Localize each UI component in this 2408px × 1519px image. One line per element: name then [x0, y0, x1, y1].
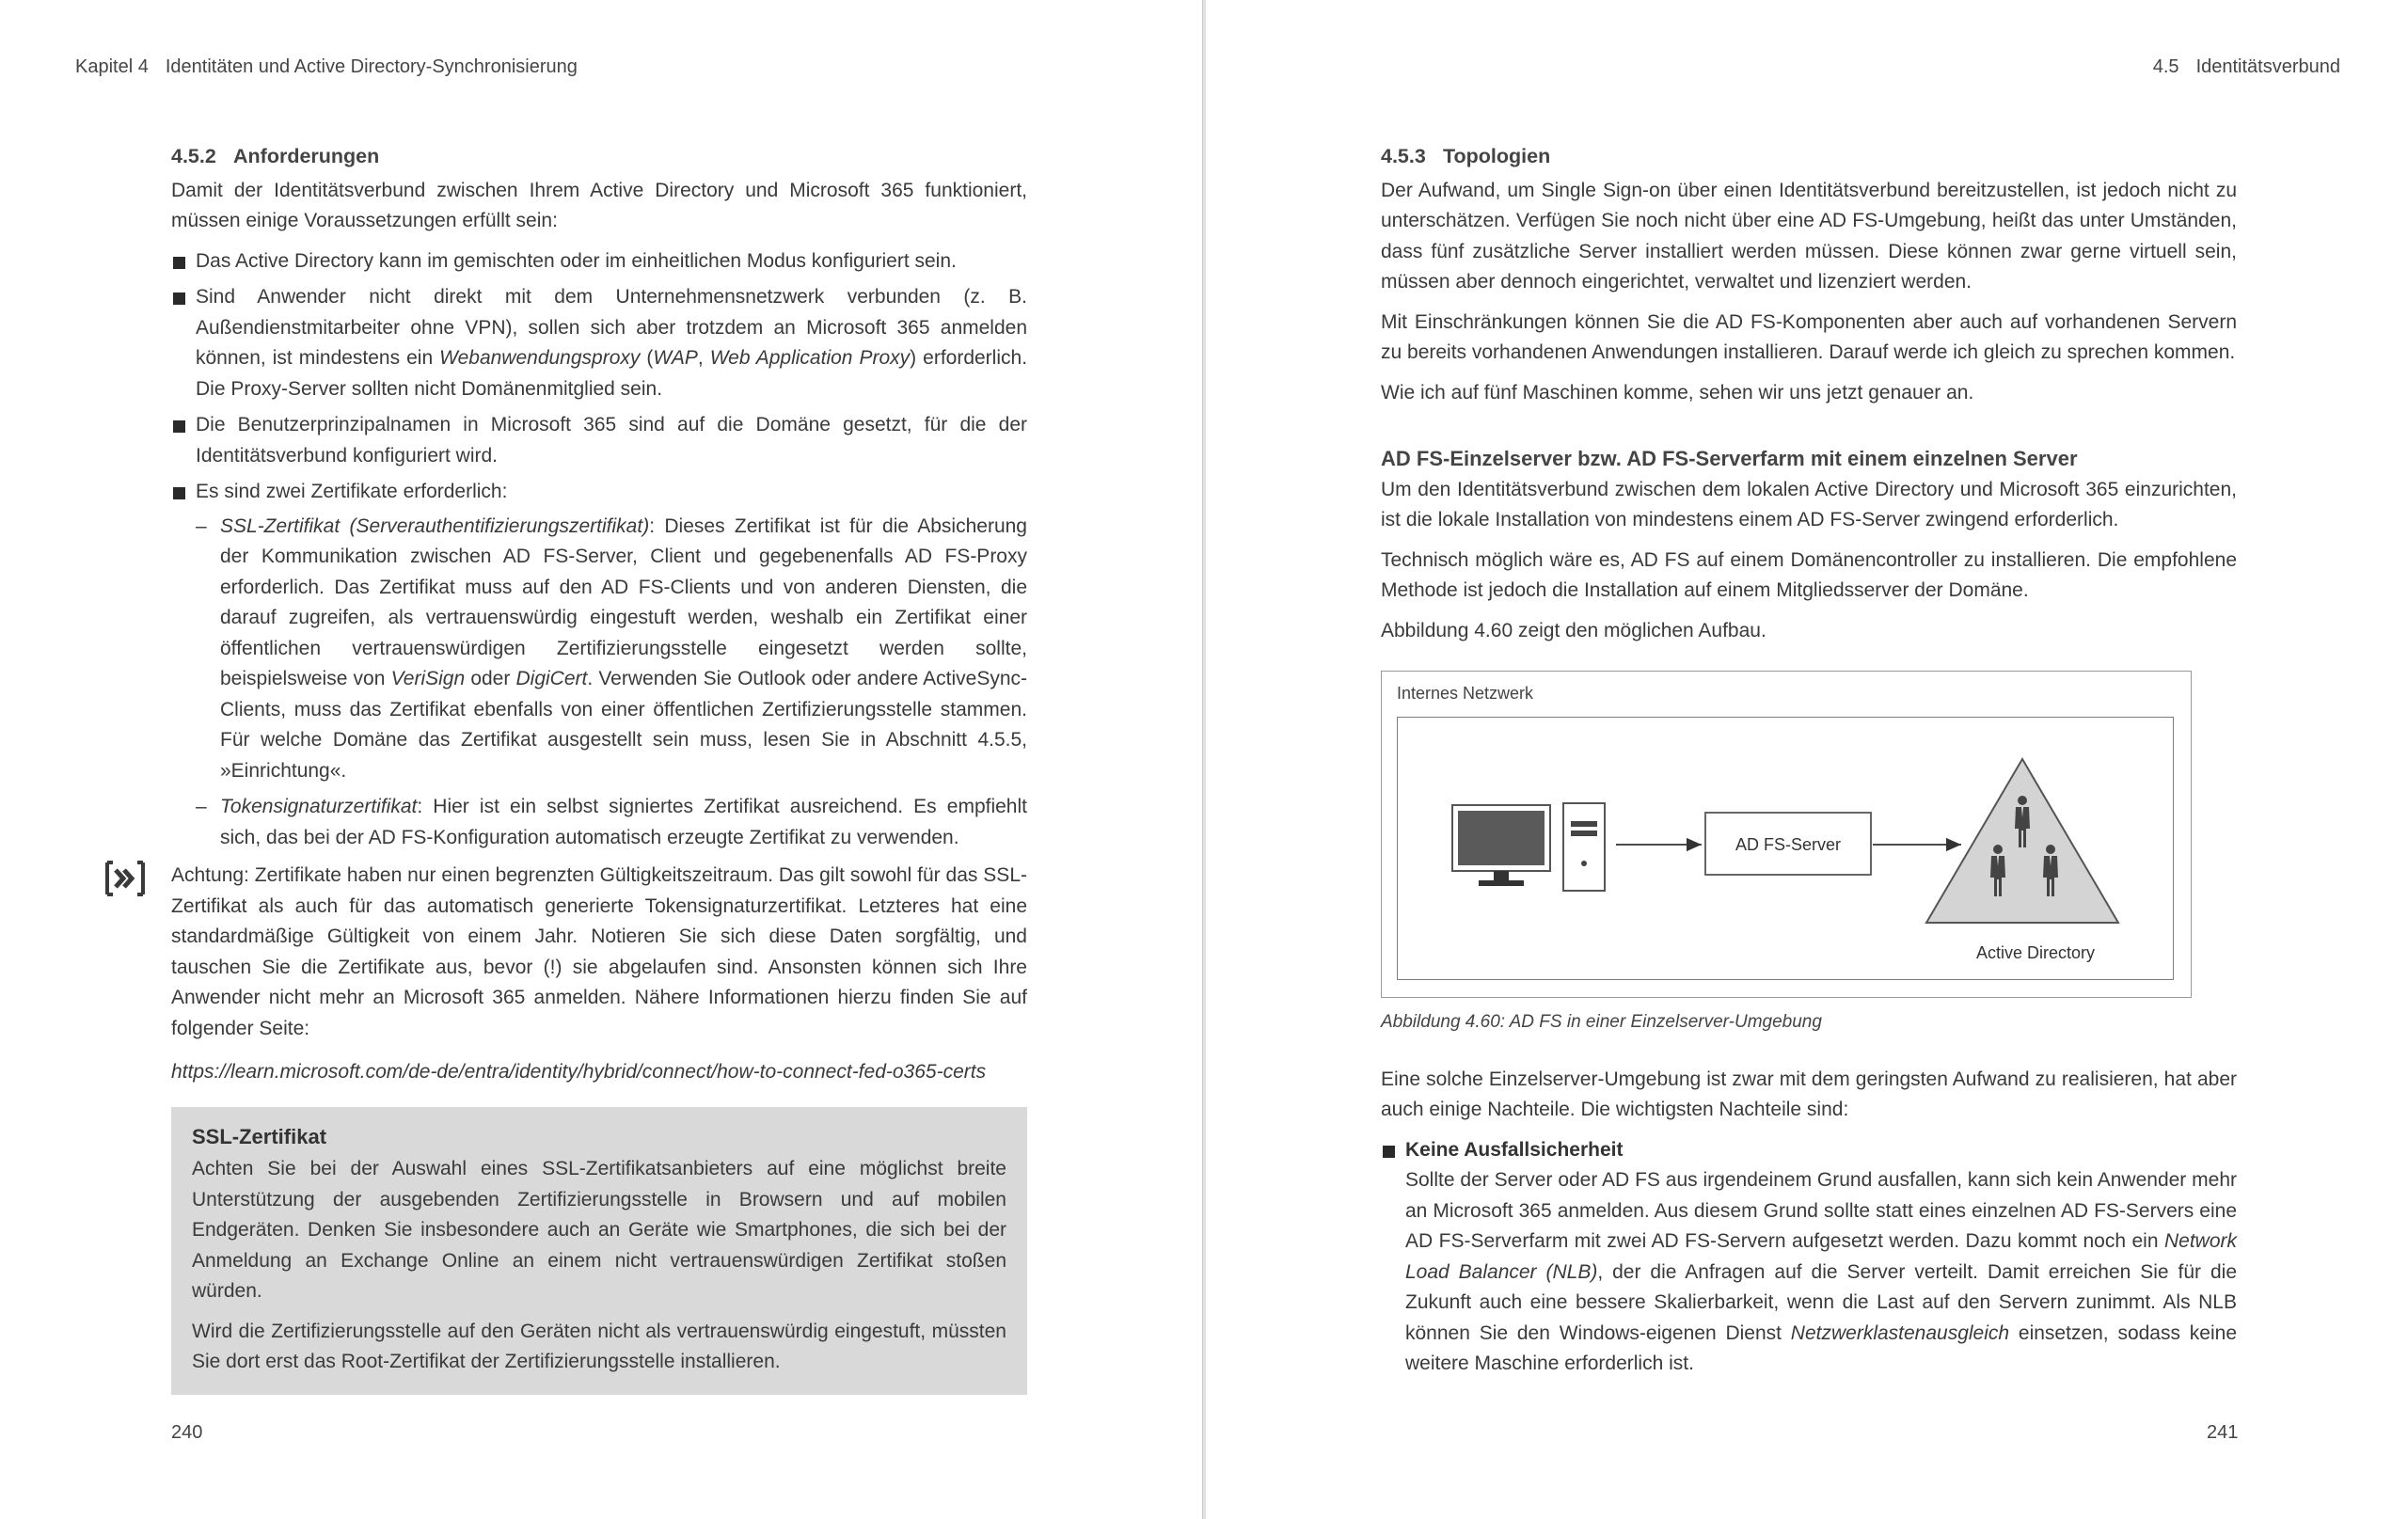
- warning-text: Achtung: Zertifikate haben nur einen begrenzten Gültigkeitszeitraum. Das gilt sowohl für das SSL-Zertifikat als auch für das automatisch generierte Tokensignaturzertifikat. Letzteres hat eine standardmäßige Gültigkeit von einem Jahr. Notieren Sie sich diese Daten sorgfältig, und tauschen Sie die Zertifikate aus, bevor (!) sie abgelaufen sind. Ansonsten können sich Ihre Anwender nicht mehr an Microsoft 365 anmelden. Nähere Informationen hierzu finden Sie auf folgender Seite:: [171, 864, 1027, 1039]
- box-paragraph: Achten Sie bei der Auswahl eines SSL-Zertifikatsanbieters auf eine möglichst breite Unterstützung der ausgebenden Zertifizierungsstelle in Browsern und auf mobilen Endgeräten. Denken Sie insbesondere auch an Geräte wie Smartphones, die sich bei der Anmeldung an Exchange Online an einem nicht vertrauenswürdigen Zertifikat stoßen würden.: [192, 1158, 1006, 1302]
- paragraph: Um den Identitätsverbund zwischen dem lokalen Active Directory und Microsoft 365 einzurichten, ist die lokale Installation von mindestens einem AD FS-Server zwingend erforderlich.: [1381, 478, 2237, 530]
- list-item: Es sind zwei Zertifikate erforderlich: – SSL-Zertifikat (Serverauthentifizierungszertifikat): Dieses Zertifikat ist für die Absicherung der Kommunikation zwischen AD FS-Server, Client und gegebenenfalls AD FS-Proxy erforderlich. Das Zertifikat muss auf den AD FS-Clients und von anderen Diensten, die darauf zugreifen, als vertrauenswürdig eingestuft werden, weshalb ein Zertifikat einer öffentlichen vertrauenswürdigen Zertifizierungsstelle eingesetzt werden sollte, beispielsweise von VeriSign oder DigiCert. Verwenden Sie Outlook oder andere ActiveSync-Clients, muss das Zertifikat ebenfalls von einer öffentlichen Zertifizierungsstelle stammen. Für welche Domäne das Zertifikat ausgestellt sein muss, lesen Sie in Abschnitt 4.5.5, »Einrichtung«. – Tokensignaturzertifikat: Hier ist ein selbst signiertes Zertifikat ausreichend. Es empfiehlt sich, das bei der AD FS-Konfiguration automatisch erzeugte Zertifikat zu verwenden.: [171, 477, 1027, 853]
- paragraph: Abbildung 4.60 zeigt den möglichen Aufbau.: [1381, 619, 1766, 641]
- warning-note: [171, 861, 1027, 1088]
- list-item-title: Keine Ausfallsicherheit: [1405, 1138, 1624, 1161]
- right-page: [1206, 0, 2408, 1519]
- active-directory-label: Active Directory: [1975, 943, 2096, 962]
- figure-caption: Abbildung 4.60: AD FS in einer Einzelserver-Umgebung: [1381, 1012, 1822, 1032]
- box-paragraph: Wird die Zertifizierungsstelle auf den Geräten nicht als vertrauenswürdig eingestuft, müssten Sie dort erst das Root-Zertifikat der Zertifizierungsstelle installieren.: [192, 1320, 1006, 1372]
- section-heading-453: [1381, 141, 2237, 172]
- section-title: Anforderungen: [233, 145, 380, 167]
- right-text-column: [1381, 141, 2237, 1387]
- active-directory-icon: [1926, 759, 2118, 923]
- list-item: Keine Ausfallsicherheit Sollte der Server oder AD FS aus irgendeinem Grund ausfallen, kann sich kein Anwender mehr an Microsoft 365 anmelden. Aus diesem Grund sollte statt eines einzelnen AD FS-Servers eine AD FS-Serverfarm mit zwei AD FS-Servern aufgesetzt werden. Dazu kommt noch ein Network Load Balancer (NLB), der die Anfragen auf die Server verteilt. Damit erreichen Sie für die Zukunft auch eine bessere Skalierbarkeit, wenn die Last auf den Servern zunimmt. Als NLB können Sie den Windows-eigenen Dienst Netzwerklastenausgleich einsetzen, sodass keine weitere Maschine erforderlich ist.: [1381, 1135, 2237, 1380]
- topology-diagram: [1398, 718, 2173, 979]
- sublist-item: – SSL-Zertifikat (Serverauthentifizierungszertifikat): Dieses Zertifikat ist für die Absicherung der Kommunikation zwischen AD FS-Server, Client und gegebenenfalls AD FS-Proxy erforderlich. Das Zertifikat muss auf den AD FS-Clients und von anderen Diensten, die darauf zugreifen, als vertrauenswürdig eingestuft werden, weshalb ein Zertifikat einer öffentlichen vertrauenswürdigen Zertifizierungsstelle eingesetzt werden sollte, beispielsweise von VeriSign oder DigiCert. Verwenden Sie Outlook oder andere ActiveSync-Clients, muss das Zertifikat ebenfalls von einer öffentlichen Zertifizierungsstelle stammen. Für welche Domäne das Zertifikat ausgestellt sein muss, lesen Sie in Abschnitt 4.5.5, »Einrichtung«.: [196, 512, 1027, 787]
- chapter-title: Identitäten und Active Directory-Synchronisierung: [165, 56, 578, 77]
- section-label: 4.5: [2152, 56, 2179, 77]
- section-title: Identitätsverbund: [2195, 56, 2340, 77]
- list-item: Die Benutzerprinzipalnamen in Microsoft 365 sind auf die Domäne gesetzt, für die der Identitätsverbund konfiguriert wird.: [171, 410, 1027, 471]
- client-computer-icon: [1452, 803, 1605, 891]
- paragraph: Technisch möglich wäre es, AD FS auf einem Domänencontroller zu installieren. Die empfohlene Methode ist jedoch die Installation auf einem Mitgliedsserver der Domäne.: [1381, 548, 2237, 601]
- section-number: 4.5.3: [1381, 145, 1426, 167]
- right-running-head: [2153, 56, 2340, 78]
- internal-network-label: Internes Netzwerk: [1397, 684, 1534, 703]
- paragraph: Wie ich auf fünf Maschinen komme, sehen wir uns jetzt genauer an.: [1381, 381, 1974, 403]
- figure-adfs-single-server: [1381, 671, 2192, 998]
- internal-network-frame: [1397, 717, 2174, 980]
- page-number: 241: [2207, 1422, 2239, 1443]
- left-running-head: [75, 56, 578, 78]
- paragraph: Mit Einschränkungen können Sie die AD FS-Komponenten aber auch auf vorhandenen Servern zu bereits vorhandenen Anwendungen installieren. Darauf werde ich gleich zu sprechen kommen.: [1381, 310, 2237, 363]
- subheading: AD FS-Einzelserver bzw. AD FS-Serverfarm mit einem einzelnen Server: [1381, 447, 2078, 470]
- paragraph: Der Aufwand, um Single Sign-on über einen Identitätsverbund bereitzustellen, ist jedoch nicht zu unterschätzen. Verfügen Sie noch nicht über eine AD FS-Umgebung, heißt das unter Umständen, dass fünf zusätzliche Server installiert werden müssen. Diese können zwar gerne virtuell sein, müssen aber dennoch eingerichtet, verwaltet und lizenziert werden.: [1381, 179, 2237, 293]
- intro-paragraph: Damit der Identitätsverbund zwischen Ihrem Active Directory und Microsoft 365 funktioniert, müssen einige Voraussetzungen erfüllt sein:: [171, 179, 1027, 231]
- reference-url[interactable]: https://learn.microsoft.com/de-de/entra/identity/hybrid/connect/how-to-connect-fed-o365-certs: [171, 1061, 987, 1083]
- section-heading-452: [171, 141, 1027, 172]
- page-number: 240: [171, 1422, 203, 1443]
- certificate-sublist: [196, 512, 1027, 854]
- box-title: SSL-Zertifikat: [192, 1124, 327, 1148]
- paragraph: Eine solche Einzelserver-Umgebung ist zwar mit dem geringsten Aufwand zu realisieren, hat aber auch einige Nachteile. Die wichtigsten Nachteile sind:: [1381, 1068, 2237, 1120]
- requirements-list: [171, 246, 1027, 854]
- warning-icon: [103, 857, 147, 900]
- section-title: Topologien: [1443, 145, 1551, 167]
- left-page: [0, 0, 1202, 1519]
- disadvantages-list: [1381, 1135, 2237, 1380]
- chapter-label: Kapitel 4: [75, 56, 149, 77]
- left-text-column: [171, 141, 1027, 1395]
- ssl-certificate-box: [171, 1107, 1027, 1395]
- list-item: Sind Anwender nicht direkt mit dem Unternehmensnetzwerk verbunden (z. B. Außendienstmitarbeiter ohne VPN), sollen sich aber trotzdem an Microsoft 365 anmelden können, ist mindestens ein Webanwendungsproxy (WAP, Web Application Proxy) erforderlich. Die Proxy-Server sollten nicht Domänenmitglied sein.: [171, 282, 1027, 404]
- sublist-item: – Tokensignaturzertifikat: Hier ist ein selbst signiertes Zertifikat ausreichend. Es empfiehlt sich, das bei der AD FS-Konfiguration automatisch erzeugte Zertifikat zu verwenden.: [196, 792, 1027, 853]
- list-item: Das Active Directory kann im gemischten oder im einheitlichen Modus konfiguriert sein.: [171, 246, 1027, 277]
- section-number: 4.5.2: [171, 145, 216, 167]
- adfs-server-label: AD FS-Server: [1735, 835, 1842, 854]
